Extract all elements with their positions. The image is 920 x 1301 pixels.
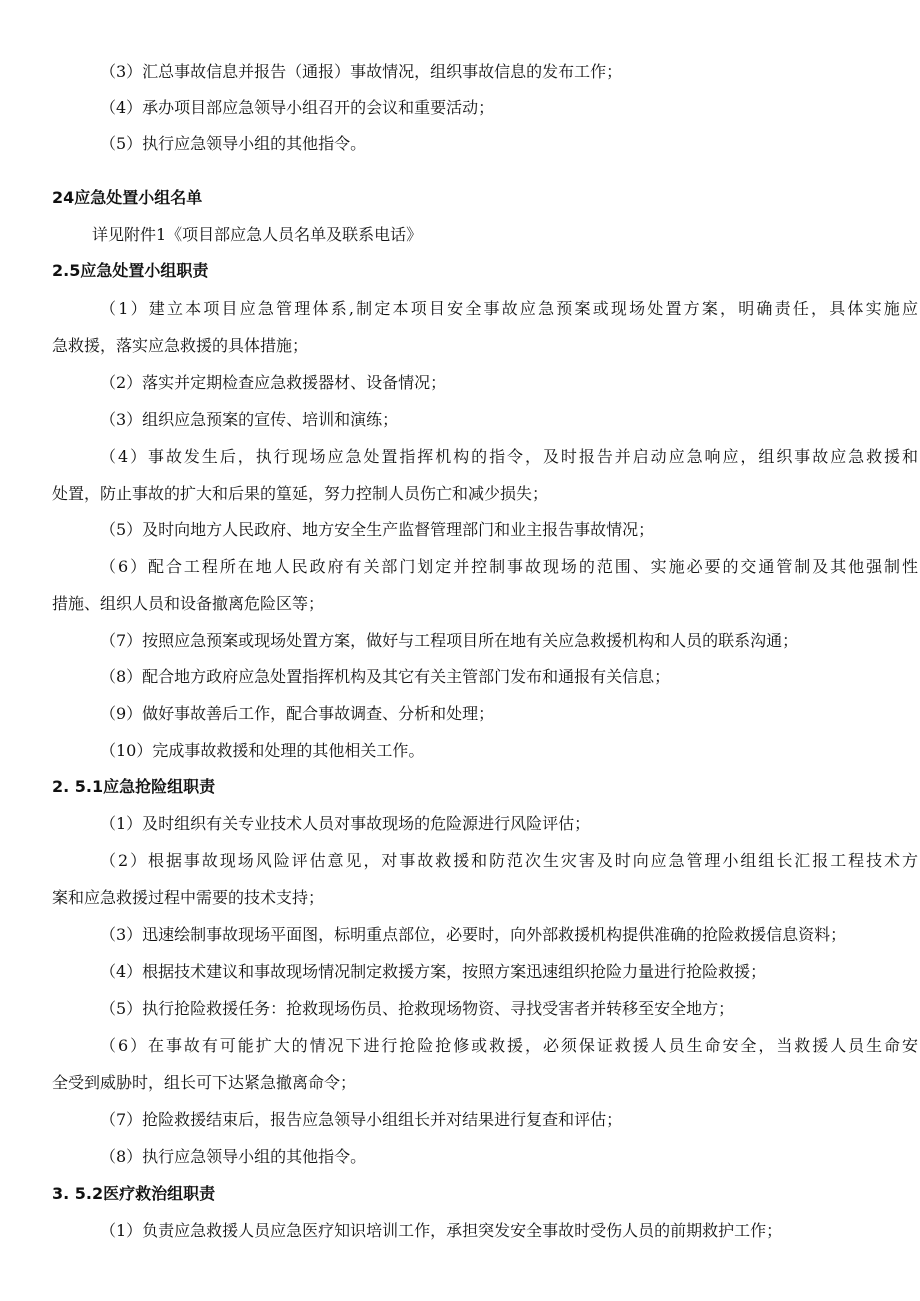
paragraph: （10）完成事故救援和处理的其他相关工作。 (100, 741, 425, 760)
section-heading: 2. 5.1应急抢险组职责 (52, 777, 216, 796)
paragraph-continuation: 案和应急救援过程中需要的技术支持； (52, 888, 325, 907)
paragraph-continuation: 全受到威胁时，组长可下达紧急撤离命令； (52, 1073, 357, 1092)
paragraph: （7）按照应急预案或现场处置方案，做好与工程项目所在地有关应急救援机构和人员的联系沟通； (100, 631, 799, 650)
paragraph: （3）汇总事故信息并报告（通报）事故情况，组织事故信息的发布工作； (100, 62, 623, 81)
paragraph: （3）组织应急预案的宣传、培训和演练； (100, 410, 399, 429)
paragraph: （5）执行应急领导小组的其他指令。 (100, 134, 367, 153)
paragraph: （6）配合工程所在地人民政府有关部门划定并控制事故现场的范围、实施必要的交通管制及其他强制性 (100, 557, 918, 576)
paragraph: （5）及时向地方人民政府、地方安全生产监督管理部门和业主报告事故情况； (100, 520, 655, 539)
paragraph: （8）配合地方政府应急处置指挥机构及其它有关主管部门发布和通报有关信息； (100, 667, 671, 686)
paragraph: （2）落实并定期检查应急救援器材、设备情况； (100, 373, 447, 392)
paragraph: （3）迅速绘制事故现场平面图，标明重点部位，必要时，向外部救援机构提供准确的抢险救援信息资料； (100, 925, 847, 944)
paragraph: （4）事故发生后，执行现场应急处置指挥机构的指令，及时报告并启动应急响应，组织事故应急救援和 (100, 447, 918, 466)
section-heading: 24应急处置小组名单 (52, 188, 203, 207)
section-heading: 2.5应急处置小组职责 (52, 261, 209, 280)
paragraph-continuation: 急救援，落实应急救援的具体措施； (52, 336, 309, 355)
paragraph: （1）负责应急救援人员应急医疗知识培训工作，承担突发安全事故时受伤人员的前期救护工作； (100, 1221, 783, 1240)
paragraph: （6）在事故有可能扩大的情况下进行抢险抢修或救援，必须保证救援人员生命安全，当救援人员生命安 (100, 1036, 918, 1055)
paragraph: （4）承办项目部应急领导小组召开的会议和重要活动； (100, 98, 495, 117)
paragraph: （1）及时组织有关专业技术人员对事故现场的危险源进行风险评估； (100, 814, 591, 833)
paragraph: （1）建立本项目应急管理体系,制定本项目安全事故应急预案或现场处置方案，明确责任，具体实施应 (100, 299, 918, 318)
section-heading: 3. 5.2医疗救治组职责 (52, 1184, 216, 1203)
paragraph: （7）抢险救援结束后，报告应急领导小组组长并对结果进行复查和评估； (100, 1110, 623, 1129)
paragraph: 详见附件1《项目部应急人员名单及联系电话》 (92, 225, 423, 244)
paragraph-continuation: 措施、组织人员和设备撤离危险区等； (52, 594, 325, 613)
paragraph: （9）做好事故善后工作，配合事故调查、分析和处理； (100, 704, 495, 723)
paragraph: （2）根据事故现场风险评估意见，对事故救援和防范次生灾害及时向应急管理小组组长汇报工程技术方 (100, 851, 918, 870)
paragraph-continuation: 处置，防止事故的扩大和后果的篁延，努力控制人员伤亡和减少损失； (52, 484, 549, 503)
paragraph: （8）执行应急领导小组的其他指令。 (100, 1147, 367, 1166)
paragraph: （4）根据技术建议和事故现场情况制定救援方案，按照方案迅速组织抢险力量进行抢险救援； (100, 962, 767, 981)
paragraph: （5）执行抢险救援任务：抢救现场伤员、抢救现场物资、寻找受害者并转移至安全地方； (100, 999, 735, 1018)
